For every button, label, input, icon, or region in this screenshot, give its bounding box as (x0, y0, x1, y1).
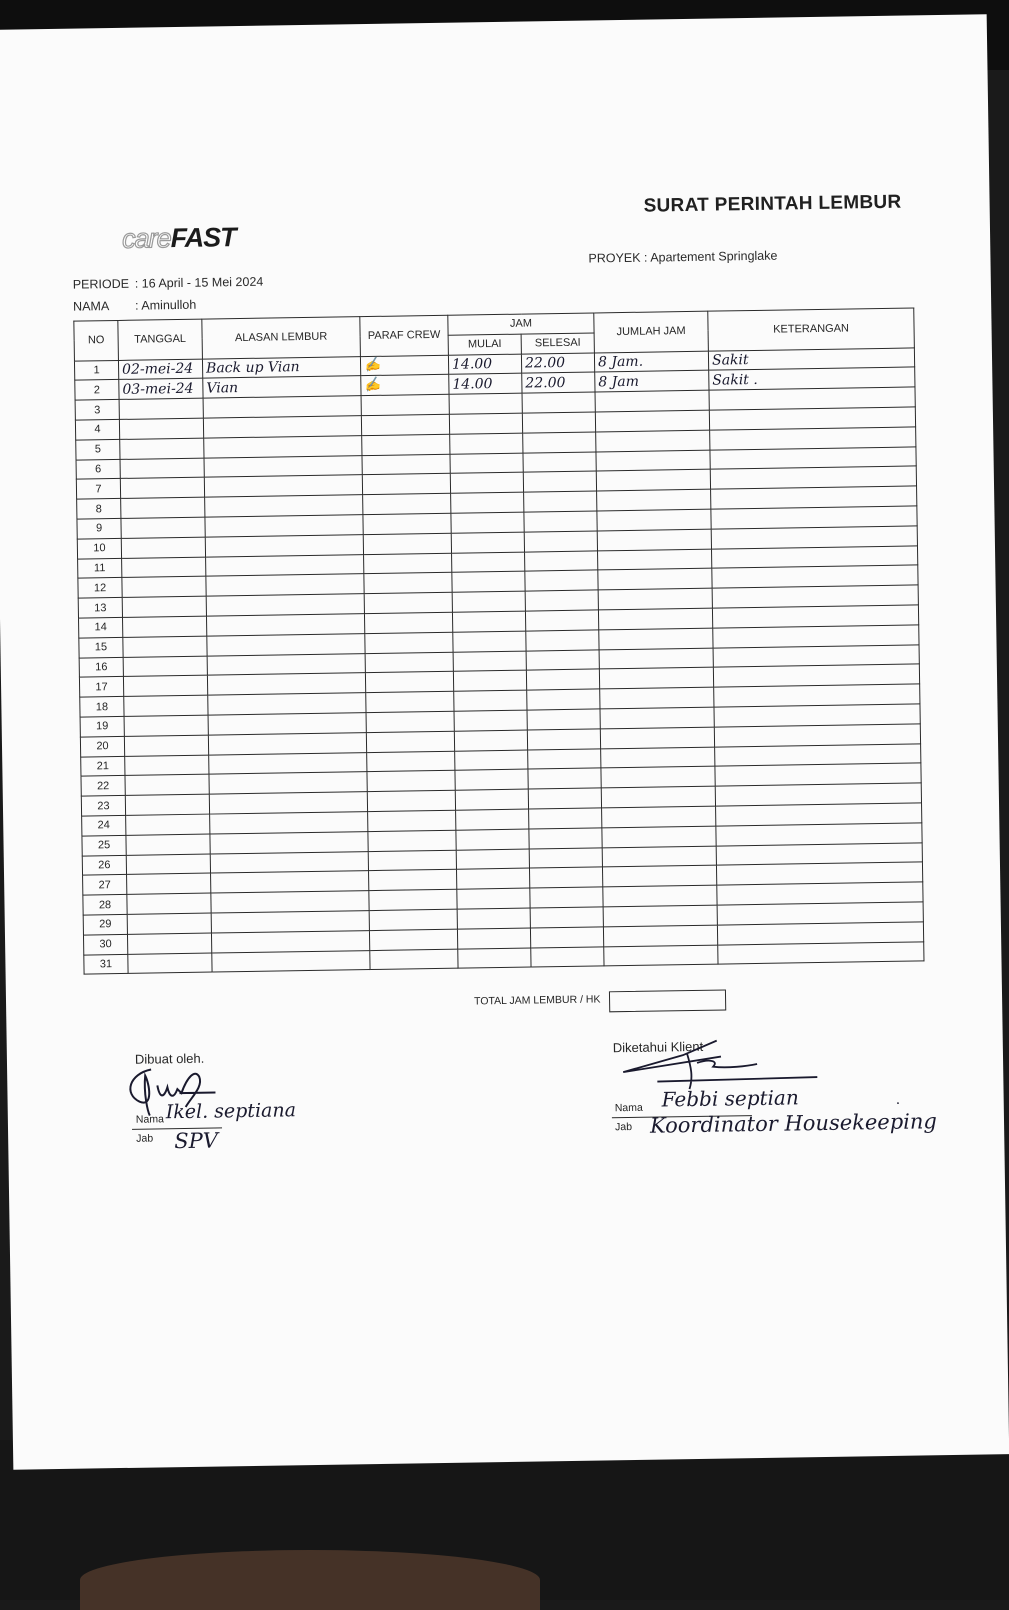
cell-tanggal (126, 814, 210, 835)
cell-mulai (456, 849, 529, 870)
cell-tanggal (128, 953, 212, 974)
cell-mulai (455, 789, 528, 810)
table-body (74, 348, 924, 975)
cell-no: 6 (76, 459, 120, 479)
cell-selesai (526, 630, 599, 651)
cell-mulai (454, 690, 527, 711)
cell-no: 14 (79, 617, 123, 637)
cell-paraf (366, 711, 454, 732)
cell-jumlah (600, 727, 714, 749)
cell-paraf (368, 830, 456, 851)
cell-jumlah (601, 747, 715, 769)
cell-paraf (364, 573, 452, 594)
cell-no: 18 (80, 697, 124, 717)
cell-jumlah (599, 648, 713, 670)
cell-alasan (211, 930, 369, 952)
cell-selesai (525, 551, 598, 572)
cell-alasan (203, 396, 361, 418)
cell-selesai (527, 709, 600, 730)
cell-no: 28 (83, 894, 127, 914)
cell-alasan: Vian (203, 376, 361, 398)
header-no: NO (74, 320, 119, 360)
jab-value-right: Koordinator Housekeeping (649, 1109, 938, 1138)
cell-tanggal (126, 834, 210, 855)
total-label: TOTAL JAM LEMBUR / HK (473, 993, 601, 1008)
cell-no: 17 (79, 677, 123, 697)
cell-tanggal (123, 675, 207, 696)
cell-jumlah (603, 905, 717, 927)
fabric-shape (80, 1550, 540, 1610)
cell-alasan (205, 515, 363, 537)
cell-selesai (523, 432, 596, 453)
cell-paraf (360, 355, 448, 376)
cell-alasan (210, 851, 368, 873)
cell-alasan (205, 534, 363, 556)
cell-no: 8 (77, 499, 121, 519)
paraf-signature: ✍ (362, 376, 383, 395)
header-paraf: PARAF CREW (360, 315, 449, 356)
cell-mulai (456, 829, 529, 850)
cell-jumlah (600, 707, 714, 729)
cell-paraf (369, 929, 457, 950)
cell-no: 3 (75, 400, 119, 420)
cell-alasan (206, 614, 364, 636)
cell-mulai (452, 552, 525, 573)
cell-jumlah (598, 608, 712, 630)
cell-paraf (369, 870, 457, 891)
cell-tanggal (121, 537, 205, 558)
cell-selesai (525, 610, 598, 631)
cell-no: 16 (79, 657, 123, 677)
cell-alasan (208, 693, 366, 715)
cell-selesai (530, 887, 603, 908)
cell-mulai: 14.00 (448, 354, 521, 375)
cell-jumlah (598, 569, 712, 591)
cell-no: 15 (79, 637, 123, 657)
cell-selesai (524, 531, 597, 552)
cell-mulai (453, 631, 526, 652)
cell-tanggal (127, 873, 211, 894)
cell-paraf (365, 632, 453, 653)
cell-alasan: Back up Vian (202, 356, 360, 378)
cell-paraf (367, 790, 455, 811)
cell-alasan (208, 713, 366, 735)
cell-no: 23 (81, 796, 125, 816)
header-tanggal: TANGGAL (118, 319, 203, 360)
cell-tanggal (120, 477, 204, 498)
company-logo: careFAST (121, 222, 236, 254)
cell-jumlah (597, 529, 711, 551)
cell-jumlah (601, 786, 715, 808)
nama-label-right: Nama (614, 1101, 643, 1115)
cell-paraf (363, 513, 451, 534)
cell-no: 19 (80, 716, 124, 736)
cell-paraf (366, 691, 454, 712)
cell-tanggal: 02-mei-24 (118, 359, 202, 380)
cell-mulai (450, 433, 523, 454)
cell-mulai (450, 472, 523, 493)
cell-jumlah (602, 806, 716, 828)
cell-tanggal (125, 774, 209, 795)
document-title: SURAT PERINTAH LEMBUR (643, 191, 902, 217)
cell-tanggal (127, 913, 211, 934)
ink-dot: . (895, 1091, 901, 1108)
cell-tanggal: 03-mei-24 (119, 379, 203, 400)
cell-mulai (451, 492, 524, 513)
cell-paraf (361, 414, 449, 435)
paraf-signature: ✍ (362, 356, 382, 376)
total-value-box (609, 989, 726, 1012)
cell-paraf (369, 909, 457, 930)
cell-jumlah (603, 925, 717, 947)
cell-paraf (365, 672, 453, 693)
cell-tanggal (127, 893, 211, 914)
cell-jumlah: 8 Jam. (594, 351, 708, 373)
cell-jumlah (600, 687, 714, 709)
header-jam: JAM (448, 313, 594, 335)
cell-paraf (366, 731, 454, 752)
cell-tanggal (125, 755, 209, 776)
cell-mulai (454, 710, 527, 731)
cell-jumlah (599, 667, 713, 689)
cell-tanggal (124, 715, 208, 736)
cell-selesai (526, 649, 599, 670)
nama-label-left: Nama (135, 1113, 164, 1126)
cell-jumlah (596, 470, 710, 492)
cell-jumlah (603, 885, 717, 907)
cell-no: 31 (84, 954, 128, 974)
cell-alasan (212, 950, 370, 972)
cell-no: 24 (82, 815, 126, 835)
cell-jumlah: 8 Jam (595, 371, 709, 393)
cell-jumlah (598, 549, 712, 571)
cell-tanggal (127, 933, 211, 954)
cell-jumlah (598, 588, 712, 610)
cell-paraf (369, 889, 457, 910)
cell-paraf (364, 553, 452, 574)
periode-value: : 16 April - 15 Mei 2024 (134, 274, 264, 291)
cell-selesai (528, 768, 601, 789)
cell-mulai (453, 651, 526, 672)
cell-no: 2 (75, 380, 119, 400)
cell-mulai (449, 413, 522, 434)
cell-no: 9 (77, 518, 121, 538)
cell-no: 20 (80, 736, 124, 756)
cell-jumlah (595, 410, 709, 432)
cell-selesai (529, 867, 602, 888)
cell-no: 4 (75, 419, 119, 439)
cell-selesai (527, 729, 600, 750)
cell-jumlah (596, 430, 710, 452)
cell-selesai (526, 669, 599, 690)
cell-mulai (456, 809, 529, 830)
cell-paraf (364, 592, 452, 613)
cell-alasan (211, 871, 369, 893)
cell-alasan (206, 574, 364, 596)
cell-mulai: 14.00 (449, 374, 522, 395)
document-page (0, 14, 1009, 1469)
cell-tanggal (125, 794, 209, 815)
overtime-table (73, 307, 924, 974)
cell-mulai (452, 571, 525, 592)
cell-paraf (362, 474, 450, 495)
proyek-line: PROYEK : Apartement Springlake (588, 248, 778, 266)
cell-mulai (455, 750, 528, 771)
cell-alasan (210, 831, 368, 853)
cell-tanggal (122, 616, 206, 637)
cell-tanggal (123, 656, 207, 677)
cell-selesai: 22.00 (521, 353, 594, 374)
cell-selesai (522, 412, 595, 433)
cell-mulai (456, 868, 529, 889)
cell-mulai (449, 393, 522, 414)
jab-value-left: SPV (174, 1128, 219, 1154)
cell-selesai (522, 392, 595, 413)
cell-tanggal (122, 576, 206, 597)
cell-selesai (525, 570, 598, 591)
jab-label-right: Jab (614, 1120, 633, 1134)
cell-keterangan: Sakit . (709, 367, 915, 390)
cell-jumlah (601, 766, 715, 788)
cell-paraf (363, 493, 451, 514)
cell-selesai (530, 927, 603, 948)
proyek-value: Apartement Springlake (650, 248, 778, 265)
cell-alasan (209, 752, 367, 774)
cell-jumlah (604, 945, 718, 967)
diketahui-klient-label: Diketahui Klient (612, 1038, 704, 1056)
cell-mulai (452, 611, 525, 632)
cell-tanggal (123, 636, 207, 657)
cell-jumlah (596, 450, 710, 472)
cell-keterangan: Sakit (708, 348, 914, 371)
cell-jumlah (599, 628, 713, 650)
cell-alasan (210, 812, 368, 834)
cell-no: 30 (83, 934, 127, 954)
cell-no: 22 (81, 776, 125, 796)
cell-no: 29 (83, 914, 127, 934)
cell-alasan (211, 910, 369, 932)
cell-selesai (528, 748, 601, 769)
cell-tanggal (119, 418, 203, 439)
cell-mulai (453, 670, 526, 691)
cell-selesai (529, 847, 602, 868)
dibuat-oleh-label: Dibuat oleh. (134, 1050, 205, 1067)
cell-selesai (529, 828, 602, 849)
cell-selesai (528, 788, 601, 809)
cell-jumlah (595, 390, 709, 412)
cell-selesai (523, 471, 596, 492)
cell-selesai (524, 491, 597, 512)
cell-paraf (363, 533, 451, 554)
cell-alasan (211, 891, 369, 913)
cell-keterangan (718, 941, 924, 964)
cell-jumlah (597, 489, 711, 511)
cell-mulai (458, 948, 531, 969)
cell-alasan (206, 594, 364, 616)
cell-tanggal (121, 497, 205, 518)
header-mulai: MULAI (448, 334, 521, 355)
cell-selesai (529, 808, 602, 829)
cell-no: 27 (83, 875, 127, 895)
cell-alasan (209, 792, 367, 814)
cell-no: 21 (81, 756, 125, 776)
cell-tanggal (126, 854, 210, 875)
cell-no: 5 (76, 439, 120, 459)
cell-selesai (525, 590, 598, 611)
nama-value-right: Febbi septian (661, 1085, 799, 1112)
cell-alasan (203, 416, 361, 438)
cell-no: 25 (82, 835, 126, 855)
cell-mulai (451, 532, 524, 553)
cell-jumlah (597, 509, 711, 531)
nama-line: NAMA : Aminulloh (72, 297, 197, 314)
header-alasan: ALASAN LEMBUR (202, 317, 361, 359)
cell-paraf (367, 751, 455, 772)
cell-no: 13 (78, 598, 122, 618)
cell-tanggal (122, 596, 206, 617)
cell-paraf (361, 375, 449, 396)
cell-alasan (209, 772, 367, 794)
cell-mulai (450, 453, 523, 474)
cell-jumlah (602, 865, 716, 887)
cell-paraf (361, 394, 449, 415)
cell-alasan (206, 554, 364, 576)
cell-paraf (362, 454, 450, 475)
cell-alasan (205, 495, 363, 517)
cell-jumlah (602, 826, 716, 848)
cell-paraf (370, 949, 458, 970)
cell-mulai (455, 769, 528, 790)
cell-alasan (204, 435, 362, 457)
cell-selesai (524, 511, 597, 532)
cell-selesai (523, 452, 596, 473)
cell-selesai (527, 689, 600, 710)
cell-tanggal (124, 695, 208, 716)
cell-mulai (457, 888, 530, 909)
cell-alasan (204, 455, 362, 477)
cell-tanggal (121, 517, 205, 538)
cell-no: 7 (76, 479, 120, 499)
jab-label-left: Jab (136, 1132, 154, 1145)
header-keterangan: KETERANGAN (708, 308, 915, 351)
cell-alasan (207, 633, 365, 655)
cell-paraf (365, 652, 453, 673)
cell-alasan (207, 673, 365, 695)
cell-selesai (530, 907, 603, 928)
cell-no: 10 (77, 538, 121, 558)
cell-jumlah (602, 846, 716, 868)
cell-tanggal (119, 398, 203, 419)
cell-tanggal (120, 458, 204, 479)
cell-selesai (531, 946, 604, 967)
header-jumlah: JUMLAH JAM (594, 311, 709, 352)
cell-mulai (457, 928, 530, 949)
cell-no: 26 (82, 855, 126, 875)
cell-mulai (451, 512, 524, 533)
nama-value-left: Ikel. septiana (165, 1099, 297, 1124)
cell-tanggal (122, 557, 206, 578)
cell-mulai (457, 908, 530, 929)
cell-no: 11 (78, 558, 122, 578)
cell-alasan (207, 653, 365, 675)
cell-no: 12 (78, 578, 122, 598)
cell-paraf (368, 810, 456, 831)
cell-paraf (367, 771, 455, 792)
cell-alasan (204, 475, 362, 497)
cell-mulai (454, 730, 527, 751)
cell-paraf (362, 434, 450, 455)
cell-tanggal (124, 735, 208, 756)
cell-no: 1 (74, 360, 118, 380)
cell-mulai (452, 591, 525, 612)
cell-tanggal (120, 438, 204, 459)
cell-paraf (368, 850, 456, 871)
cell-selesai: 22.00 (522, 372, 595, 393)
nama-value: : Aminulloh (134, 297, 197, 313)
periode-line: PERIODE : 16 April - 15 Mei 2024 (72, 274, 264, 292)
header-selesai: SELESAI (521, 333, 594, 354)
cell-alasan (208, 732, 366, 754)
cell-paraf (364, 612, 452, 633)
